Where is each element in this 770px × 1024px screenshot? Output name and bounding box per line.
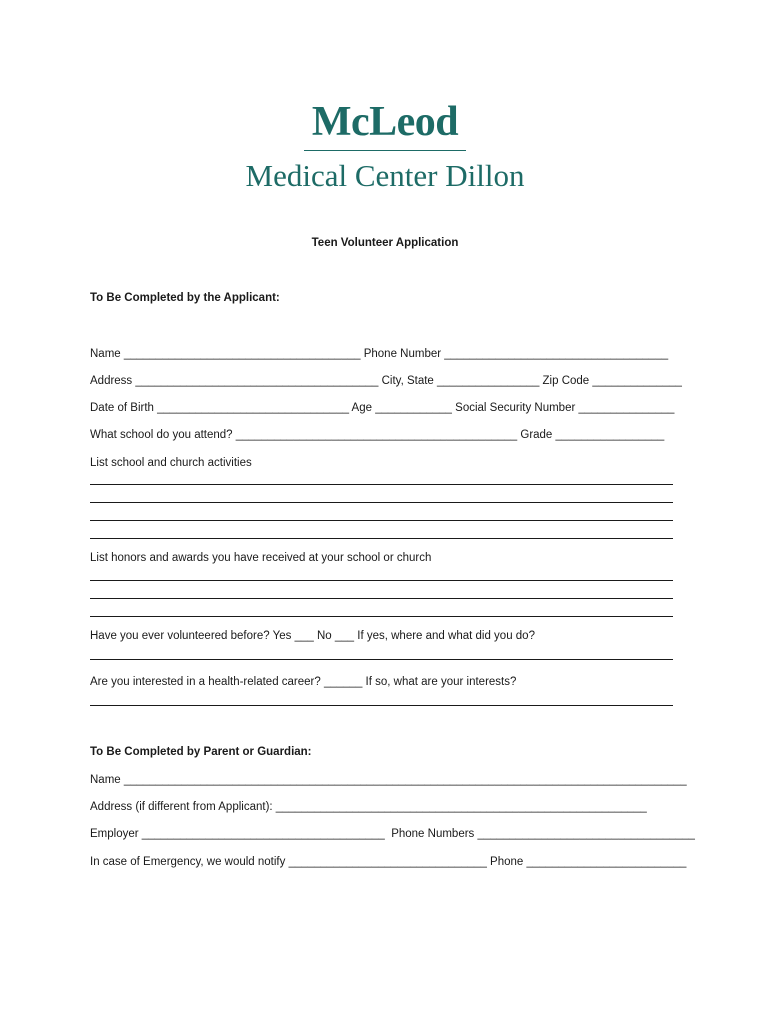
applicant-school-line[interactable]: What school do you attend? ____________________________________________ Grade _________________ bbox=[90, 429, 665, 441]
applicant-dob-line[interactable]: Date of Birth ______________________________ Age ____________ Social Security Number _______________ bbox=[90, 402, 675, 414]
honors-blank-line[interactable] bbox=[90, 580, 673, 581]
guardian-address-line[interactable]: Address (if different from Applicant): __________________________________________________________ bbox=[90, 801, 647, 813]
guardian-employer-line[interactable]: Employer ______________________________________ Phone Numbers __________________________________ bbox=[90, 828, 695, 840]
honors-label: List honors and awards you have received at your school or church bbox=[90, 552, 432, 564]
guardian-section-heading: To Be Completed by Parent or Guardian: bbox=[90, 746, 312, 758]
logo-medical-center-dillon: Medical Center Dillon bbox=[245, 158, 525, 193]
logo-divider bbox=[304, 150, 466, 151]
honors-blank-line[interactable] bbox=[90, 598, 673, 599]
applicant-name-phone-line[interactable]: Name _____________________________________ Phone Number ___________________________________ bbox=[90, 348, 669, 360]
volunteered-blank-line[interactable] bbox=[90, 659, 673, 660]
activities-blank-line[interactable] bbox=[90, 538, 673, 539]
honors-blank-line[interactable] bbox=[90, 616, 673, 617]
volunteered-before-line[interactable]: Have you ever volunteered before? Yes ___ No ___ If yes, where and what did you do? bbox=[90, 630, 535, 642]
career-blank-line[interactable] bbox=[90, 705, 673, 706]
form-title: Teen Volunteer Application bbox=[311, 237, 459, 249]
logo-mcleod: McLeod bbox=[311, 99, 459, 145]
activities-blank-line[interactable] bbox=[90, 520, 673, 521]
activities-blank-line[interactable] bbox=[90, 502, 673, 503]
career-interest-line[interactable]: Are you interested in a health-related career? ______ If so, what are your interests? bbox=[90, 676, 517, 688]
applicant-address-line[interactable]: Address ______________________________________ City, State ________________ Zip Code ______________ bbox=[90, 375, 682, 387]
activities-blank-line[interactable] bbox=[90, 484, 673, 485]
activities-label: List school and church activities bbox=[90, 457, 252, 469]
guardian-name-line[interactable]: Name ________________________________________________________________________________________ bbox=[90, 774, 687, 786]
applicant-section-heading: To Be Completed by the Applicant: bbox=[90, 292, 280, 304]
emergency-contact-line[interactable]: In case of Emergency, we would notify _______________________________ Phone _________________________ bbox=[90, 856, 687, 868]
